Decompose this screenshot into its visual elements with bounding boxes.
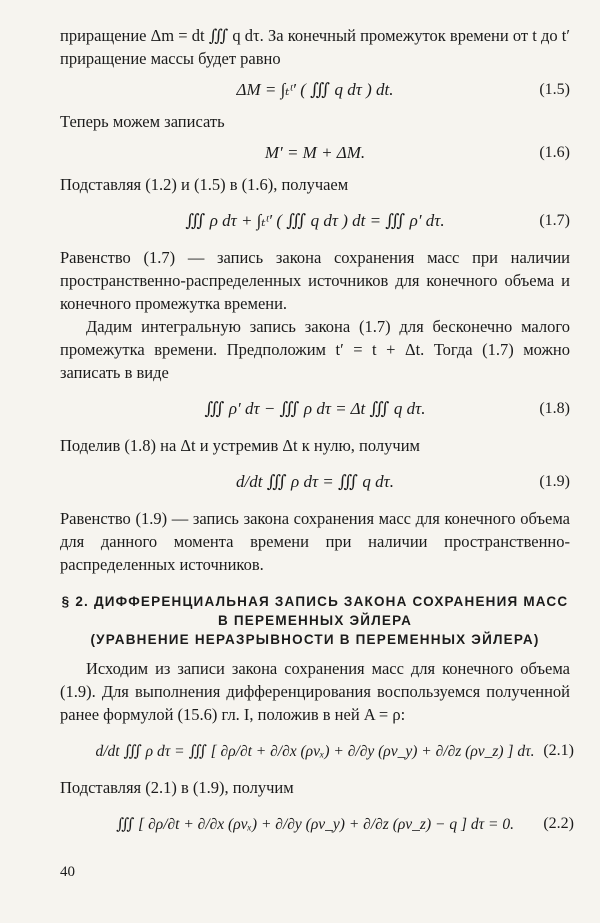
paragraph-6: Поделив (1.8) на Δt и устремив Δt к нулю, получим (60, 436, 420, 455)
equation-2-2 (60, 799, 574, 849)
paragraph-7: Равенство (1.9) — запись закона сохранения масс для конечного объема для данного момента времени при наличии пространственно-распределенных источников. (60, 509, 570, 574)
paragraph-2: Теперь можем записать (60, 112, 225, 131)
paragraph-3: Подставляя (1.2) и (1.5) в (1.6), получаем (60, 175, 349, 194)
equation-2-2-number: (2.2) (543, 815, 574, 832)
equation-1-8-number: (1.8) (539, 400, 570, 417)
equation-1-5 (60, 70, 570, 110)
equation-1-5-formula: ΔM = ∫ₜᵗ′ ( ∭ q dτ ) dt. (236, 80, 394, 99)
equation-1-9 (60, 457, 570, 507)
equation-2-1 (60, 726, 574, 776)
equation-1-6 (60, 133, 570, 173)
equation-1-7 (60, 196, 570, 246)
paragraph-9: Подставляя (2.1) в (1.9), получим (60, 778, 294, 797)
section-heading (60, 592, 570, 649)
paragraph-4: Равенство (1.7) — запись закона сохранения масс при наличии пространственно-распределенных источников для конечного объема и конечного промежутка времени. (60, 248, 570, 313)
equation-2-1-number: (2.1) (543, 742, 574, 759)
equation-1-8 (60, 384, 570, 434)
paragraph-1: приращение Δm = dt ∭ q dτ. За конечный промежуток времени от t до t′ приращение массы будет равно (60, 26, 570, 68)
equation-1-8-formula: ∭ ρ′ dτ − ∭ ρ dτ = Δt ∭ q dτ. (204, 399, 426, 418)
equation-1-6-number: (1.6) (539, 144, 570, 161)
equation-1-7-number: (1.7) (539, 212, 570, 229)
section-heading-line-1: § 2. ДИФФЕРЕНЦИАЛЬНАЯ ЗАПИСЬ ЗАКОНА СОХРАНЕНИЯ МАСС (61, 594, 569, 609)
equation-1-9-formula: d/dt ∭ ρ dτ = ∭ q dτ. (236, 472, 394, 491)
page-number: 40 (60, 864, 75, 880)
equation-2-1-formula: d/dt ∭ ρ dτ = ∭ [ ∂ρ/∂t + ∂/∂x (ρvₓ) + ∂/∂y (ρv_y) + ∂/∂z (ρv_z) ] dτ. (95, 742, 535, 760)
section-heading-line-3: (УРАВНЕНИЕ НЕРАЗРЫВНОСТИ В ПЕРЕМЕННЫХ ЭЙЛЕРА) (90, 632, 540, 647)
equation-1-5-number: (1.5) (539, 81, 570, 98)
equation-2-2-formula: ∭ [ ∂ρ/∂t + ∂/∂x (ρvₓ) + ∂/∂y (ρv_y) + ∂/∂z (ρv_z) − q ] dτ = 0. (115, 815, 514, 833)
section-heading-line-2: В ПЕРЕМЕННЫХ ЭЙЛЕРА (217, 613, 413, 628)
paragraph-8: Исходим из записи закона сохранения масс для конечного объема (1.9). Для выполнения дифференцирования воспользуемся полученной ранее формулой (15.6) гл. I, положив в ней A = ρ: (60, 659, 570, 724)
equation-1-6-formula: M′ = M + ΔM. (264, 143, 366, 162)
paragraph-5: Дадим интегральную запись закона (1.7) для бесконечно малого промежутка времени. Предположим t′ = t + Δt. Тогда (1.7) можно записать в виде (60, 317, 570, 382)
equation-1-7-formula: ∭ ρ dτ + ∫ₜᵗ′ ( ∭ q dτ ) dt = ∭ ρ′ dτ. (185, 211, 445, 230)
equation-1-9-number: (1.9) (539, 473, 570, 490)
